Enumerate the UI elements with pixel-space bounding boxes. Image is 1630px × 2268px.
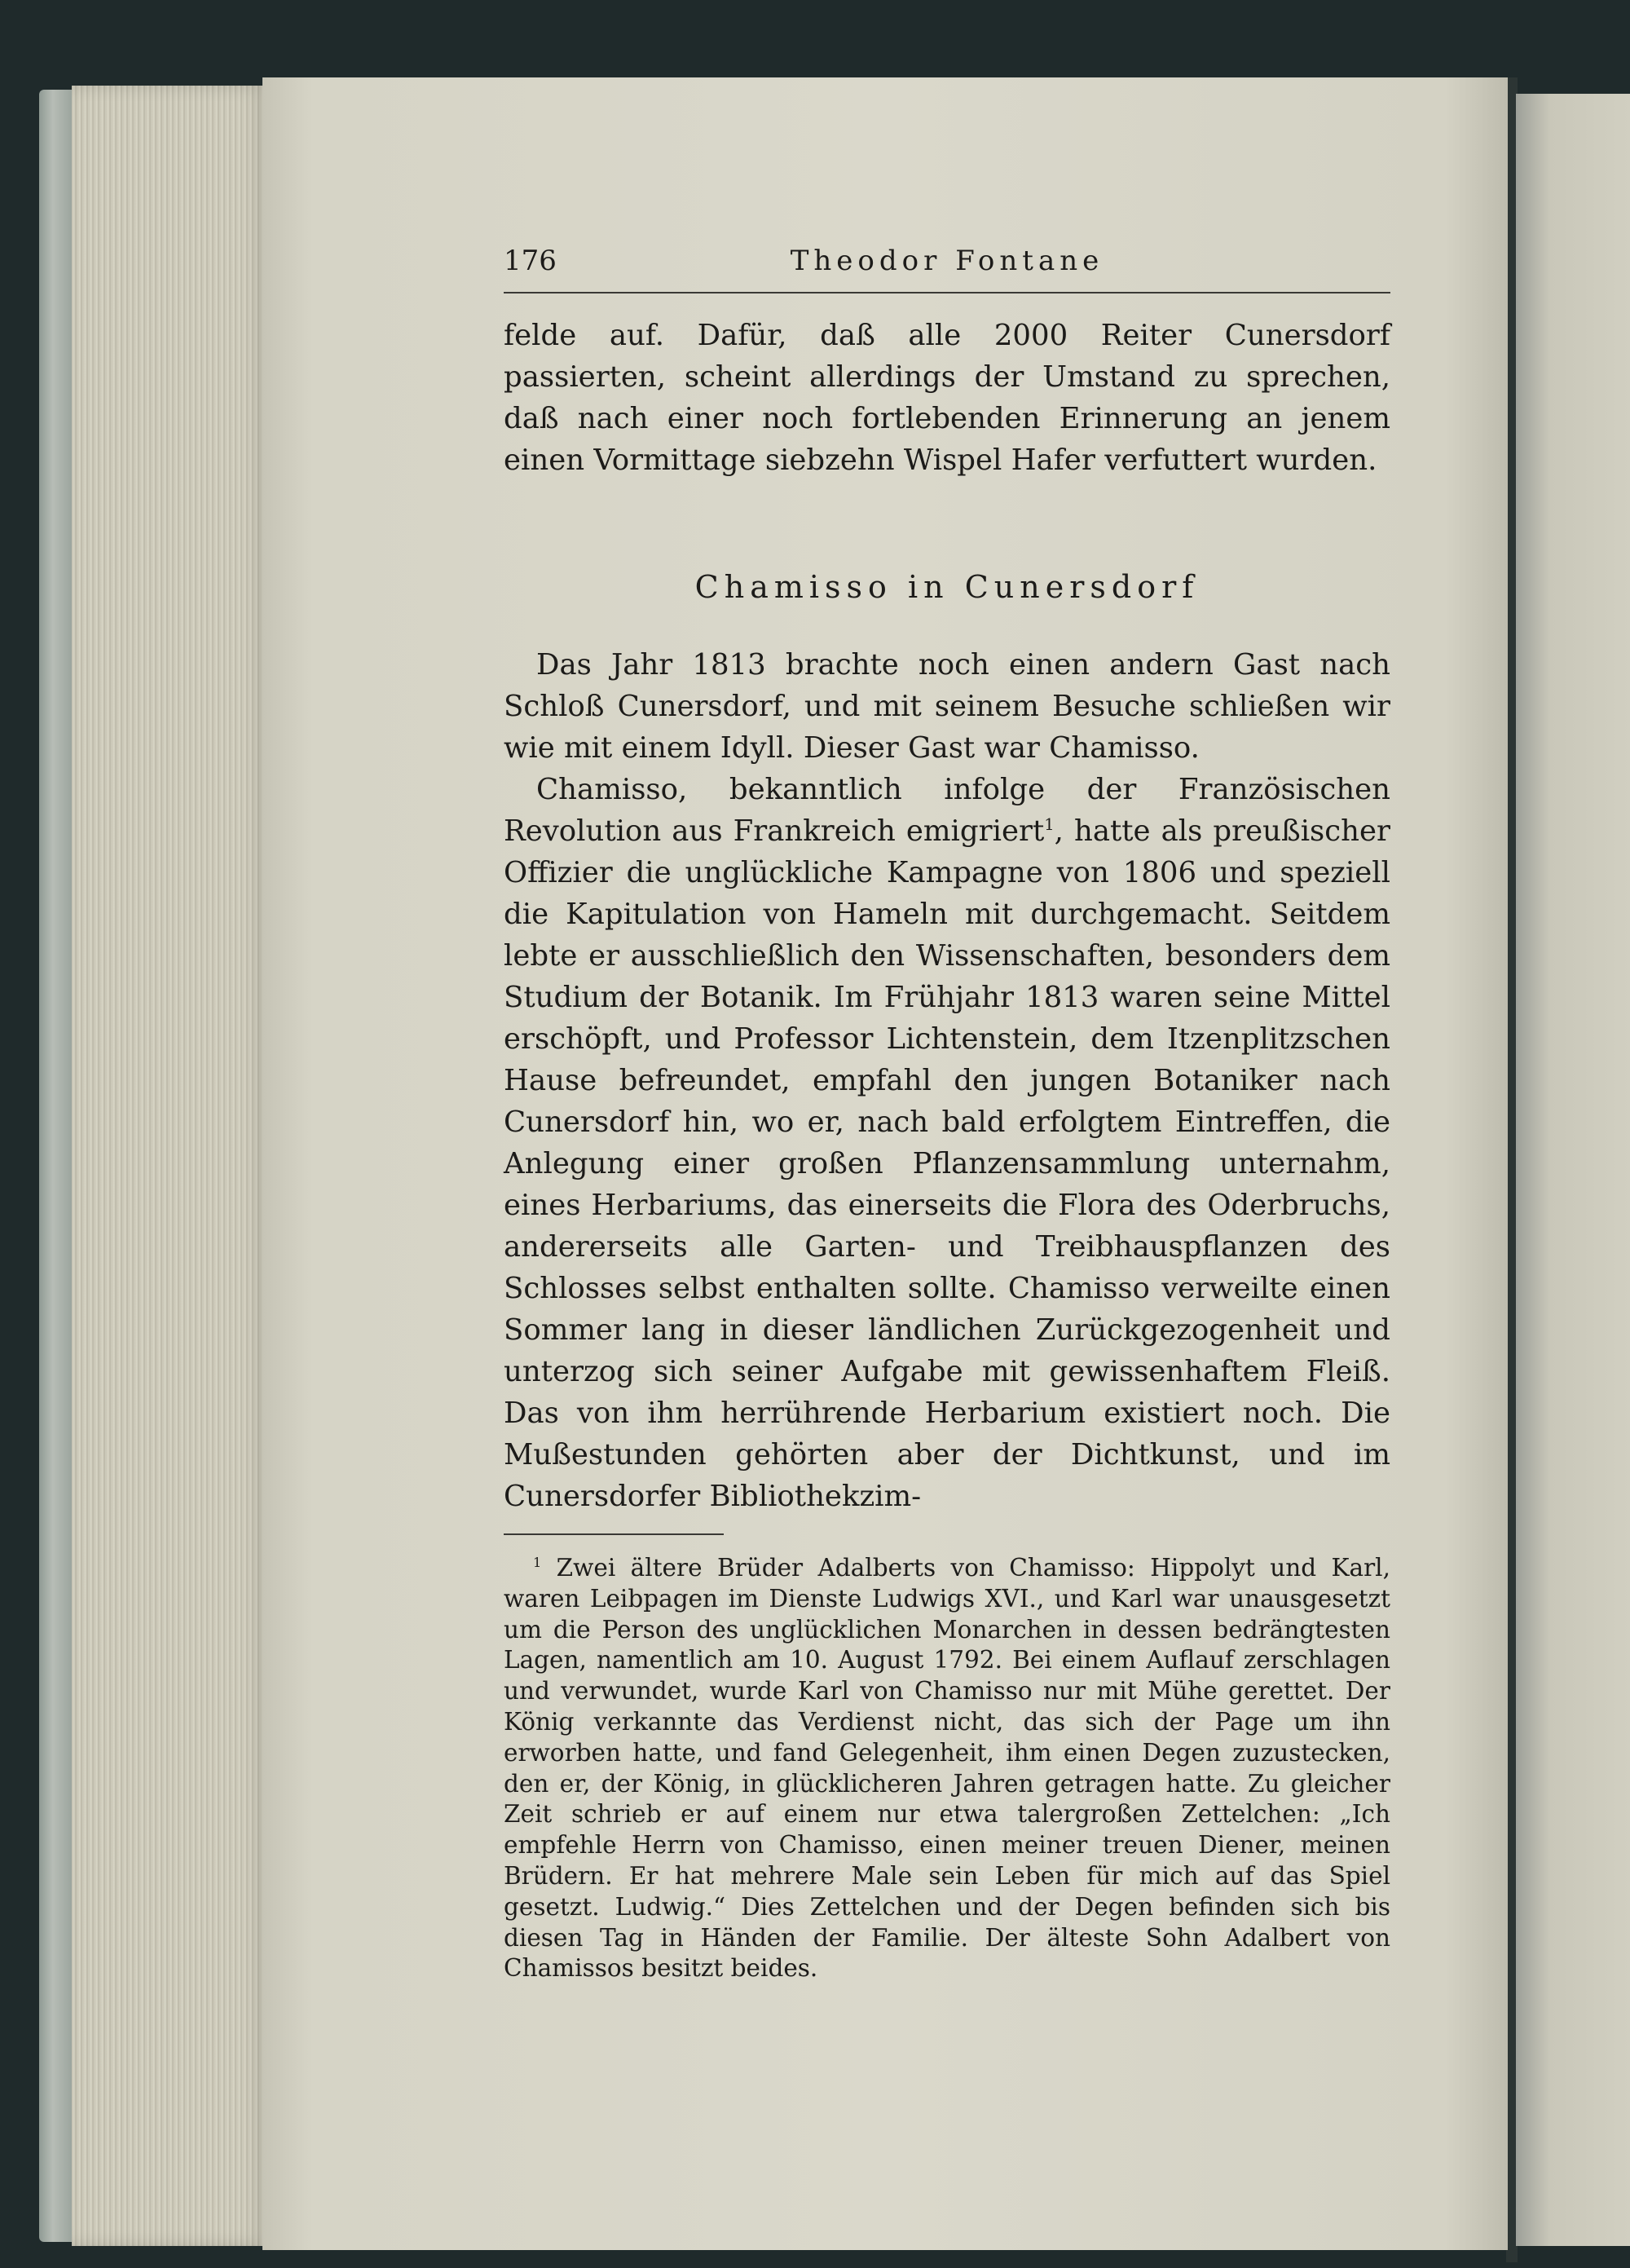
- footnote: [504, 1553, 1390, 1984]
- section-title: Chamisso in Cunersdorf: [694, 569, 1200, 605]
- page-header: [504, 245, 1390, 293]
- footnote-marker: 1: [533, 1555, 542, 1571]
- paragraph-2-start: Chamisso, bekanntlich infolge der Französischen Revolution aus Frankreich emigriert: [504, 773, 1390, 848]
- facing-page-edge: [1516, 94, 1630, 2246]
- page-number: 176: [504, 245, 557, 277]
- running-head: Theodor Fontane: [790, 245, 1104, 277]
- section-paragraph-1: Das Jahr 1813 brachte noch einen andern Gast nach Schloß Cunersdorf, und mit seinem Besuche schließen wir wie mit einem Idyll. Dieser Gast war Chamisso.: [504, 648, 1390, 765]
- paragraph-2-rest: , hatte als preußischer Offizier die unglückliche Kampagne von 1806 und speziell die Kapitulation von Hameln mit durchgemacht. Seitdem lebte er ausschließlich den Wissenschaften, besonders dem Studium der Botanik. Im Frühjahr 1813 waren seine Mittel erschöpft, und Professor Lichtenstein, dem Itzenplitzschen Hause befreundet, empfahl den jungen Botaniker nach Cunersdorf hin, wo er, nach bald erfolgtem Eintreffen, die Anlegung einer großen Pflanzensammlung unternahm, eines Herbariums, das einerseits die Flora des Oderbruchs, andererseits alle Garten- und Treibhauspflanzen des Schlosses selbst enthalten sollte. Chamisso verweilte einen Sommer lang in dieser ländlichen Zurückgezogenheit und unterzog sich seiner Aufgabe mit gewissenhaftem Fleiß. Das von ihm herrührende Herbarium existiert noch. Die Mußestunden gehörten aber der Dichtkunst, und im Cunersdorfer Bibliothekzim-: [504, 814, 1390, 1513]
- page-content: [504, 245, 1390, 1984]
- footnote-text: Zwei ältere Brüder Adalberts von Chamisso: Hippolyt und Karl, waren Leibpagen im Dienste Ludwigs XVI., und Karl war unausgesetzt um die Person des unglücklichen Monarchen in dessen bedrängtesten Lagen, namentlich am 10. August 1792. Bei einem Auflauf zerschlagen und verwundet, wurde Karl von Chamisso nur mit Mühe gerettet. Der König verkannte das Verdienst nicht, das sich der Page um ihn erworben hatte, und fand Gelegenheit, ihm einen Degen zuzustecken, den er, der König, in glücklicheren Jahren getragen hatte. Zu gleicher Zeit schrieb er auf einem nur etwa talergroßen Zettelchen: „Ich empfehle Herrn von Chamisso, einen meiner treuen Diener, meinen Brüdern. Er hat mehrere Male sein Leben für mich auf das Spiel gesetzt. Ludwig.“ Dies Zettelchen und der Degen befinden sich bis diesen Tag in Händen der Familie. Der älteste Sohn Adalbert von Chamissos besitzt beides.: [504, 1554, 1390, 1983]
- footnote-divider: [504, 1533, 724, 1535]
- section-paragraph-2: [504, 769, 1390, 1517]
- book-spine-edge: [39, 90, 73, 2242]
- intro-paragraph: felde auf. Dafür, daß alle 2000 Reiter Cunersdorf passierten, scheint allerdings der Umstand zu sprechen, daß nach einer noch fortlebenden Erinnerung an jenem einen Vormittage siebzehn Wispel Hafer verfuttert wurden.: [504, 319, 1390, 477]
- footnote-reference[interactable]: 1: [1044, 815, 1055, 835]
- page-edges: [72, 86, 267, 2246]
